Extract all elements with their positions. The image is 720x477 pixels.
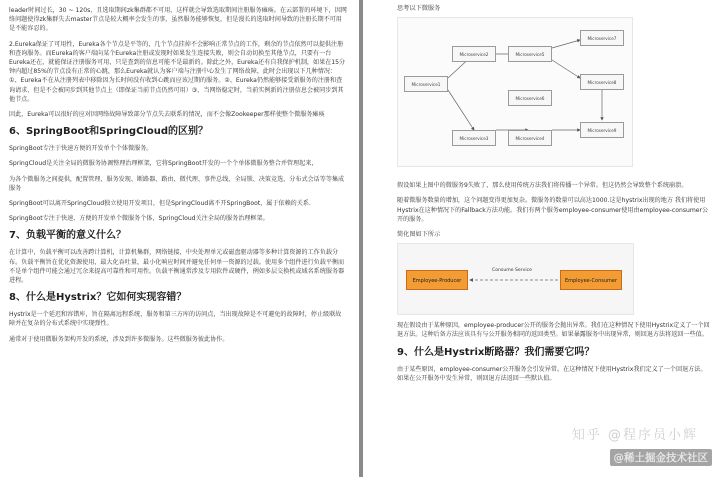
caption-microservices: 思考以下微服务 <box>397 5 441 12</box>
paragraph-q8-a: Hystrix是一个延迟和容错库，旨在隔离远程系统，服务和第三方库的访问点，当出现故障是不可避免的故障时，停止级联故障并在复杂的分布式系统中实现弹性。 <box>9 311 342 328</box>
consume-service-label: Consume Service <box>492 268 532 274</box>
node-microservice3: Microservice3 <box>452 130 496 146</box>
heading-q9: 9、什么是Hystrix断路器？我们需要它吗？ <box>397 346 595 358</box>
node-microservice2: Microservice2 <box>452 46 496 62</box>
left-page <box>0 0 359 477</box>
producer-consumer-diagram <box>397 243 634 315</box>
node-microservice8: Microservice8 <box>580 74 624 90</box>
paragraph-q6-a: SpringBoot专注于快速方便的开发单个个体微服务。 <box>9 145 153 153</box>
employee-producer-box: Employee-Producer <box>406 270 468 290</box>
node-microservice7: Microservice7 <box>580 30 624 46</box>
node-microservice4: Microservice4 <box>508 130 552 146</box>
paragraph-q8-b: 通常对于使用微服务架构开发的系统，涉及到许多微服务。这些微服务彼此协作。 <box>9 335 229 343</box>
caption-simplified: 简化图如下所示 <box>397 231 441 239</box>
paragraph-q7: 在计算中，负载平衡可以改善跨计算机，计算机集群，网络链接，中央处理单元或磁盘驱动器等多种计算资源的工作负载分布。负载平衡旨在优化资源使用，最大化吞吐量，最小化响应时间并避免任何单一资源的过载。使用多个组件进行负载平衡而不是单个组件可能会通过冗余来提高可靠性和可用性。负载平衡通常涉及专用软件或硬件，例如多层交换机或域名系统服务器进程。 <box>9 249 345 285</box>
paragraph-q6-d: SpringBoot可以离开SpringCloud独立使用开发项目，但是SpringCloud离不开SpringBoot，属于依赖的关系. <box>9 200 311 208</box>
paragraph-eureka-conclusion: 因此，Eureka可以很好的应对因网络故障导致部分节点失去联系的情况，而不会像Zookeeper那样使整个微服务瘫痪 <box>9 111 325 119</box>
heading-q7: 7、负载平衡的意义什么？ <box>9 230 126 242</box>
paragraph-circuit-breaker: 由于某些原因，employee-consumer公开服务会引发异常。在这种情况下使用Hystrix我们定义了一个回退方法。如果在公开服务中发生异常，则回退方法返回一些默认值。 <box>397 365 707 382</box>
node-microservice1: Microservice1 <box>404 76 448 92</box>
zhihu-watermark: 知乎 @程序员小辉 <box>571 428 698 443</box>
juejin-watermark: @稀土掘金技术社区 <box>610 449 713 466</box>
node-microservice5: Microservice5 <box>508 46 552 62</box>
paragraph-q6-e: SpringBoot专注于快速、方便的开发单个微服务个体，SpringCloud关注全局的服务治理框架。 <box>9 215 269 223</box>
paragraph-exception-fallback: 现在假设由于某种原因，employee-producer公开的服务会抛出异常。我们在这种情况下使用Hystrix定义了一个回退方法。这种后备方法应该具有与公开服务相同的返回类型。如果暴露服务中出现异常，则回退方法将返回一些值。 <box>397 322 710 339</box>
heading-q6: 6、SpringBoot和SpringCloud的区别？ <box>9 126 209 138</box>
microservice-dependency-diagram <box>397 17 633 167</box>
paragraph-q6-c: 为各个微服务之间提供，配置管理、服务发现、断路器、路由、微代理、事件总线、全局锁、决策竞选、分布式会话等等集成服务 <box>9 175 345 192</box>
employee-consumer-box: Employee-Consumer <box>560 270 622 290</box>
paragraph-q6-b: SpringCloud是关注全局的微服务协调整理治理框架，它将SpringBoot开发的一个个单体微服务整合并管理起来， <box>9 160 318 168</box>
right-page <box>363 0 720 477</box>
paragraph-hystrix-fallback: 随着微服务数量的增加，这个问题变得更加复杂。微服务的数量可以高达1000.这是hystrix出现的地方 我们将使用Hystrix在这种情况下的Fallback方法功能。我们有两个服务employee-consumer使用由employee-consumer公开的服务。 <box>397 197 709 223</box>
paragraph-zk-election: leader时间过长，30 ~ 120s，且选取期间zk集群都不可用，这样就会导致选取期间注册服务瘫痪。在云部署的环境下，因网络问题使得zk集群失去master节点是较大概率会发生的事，虽然服务能够恢复，但是漫长的选取时间导致的注册长期不可用是不能容忍的。 <box>9 7 347 33</box>
node-microservice6: Microservice6 <box>508 90 552 106</box>
paragraph-failure-scenario: 假设如果上图中的微服务9失败了，那么使用传统方法我们将传播一个异常。但这仍然会导致整个系统崩溃。 <box>397 182 688 190</box>
heading-q8: 8、什么是Hystrix？它如何实现容错？ <box>9 292 187 304</box>
node-microservice9: Microservice9 <box>580 122 624 138</box>
paragraph-eureka-availability: 2.Eureka保证了可用性，Eureka各个节点是平等的，几个节点挂掉不会影响正常节点的工作，剩余的节点依然可以提供注册和查询服务。而Eureka的客户端向某个Eureka注册或发现时如果发生连接失败，则会自动切换至其他节点，只要有一台Eureka还在，就能保证注册服务可用，只是查到的信息可能不是最新的。除此之外，Eureka还有自我保护机制，如果在15分钟内超过85%的节点没有正常的心跳，那么Eureka就认为客户端与注册中心发生了网络故障，此时会出现以下几种情况：①、Eureka不在从注册列表中移除因为长时间没有收到心跳而应该过期的服务。②、Eureka仍然能够接受新服务的注册和查询请求，但是不会被同步到其他节点上（即保证当前节点仍然可用）③、当网络稳定时，当前实例新的注册信息会被同步到其他节点。 <box>9 40 346 103</box>
